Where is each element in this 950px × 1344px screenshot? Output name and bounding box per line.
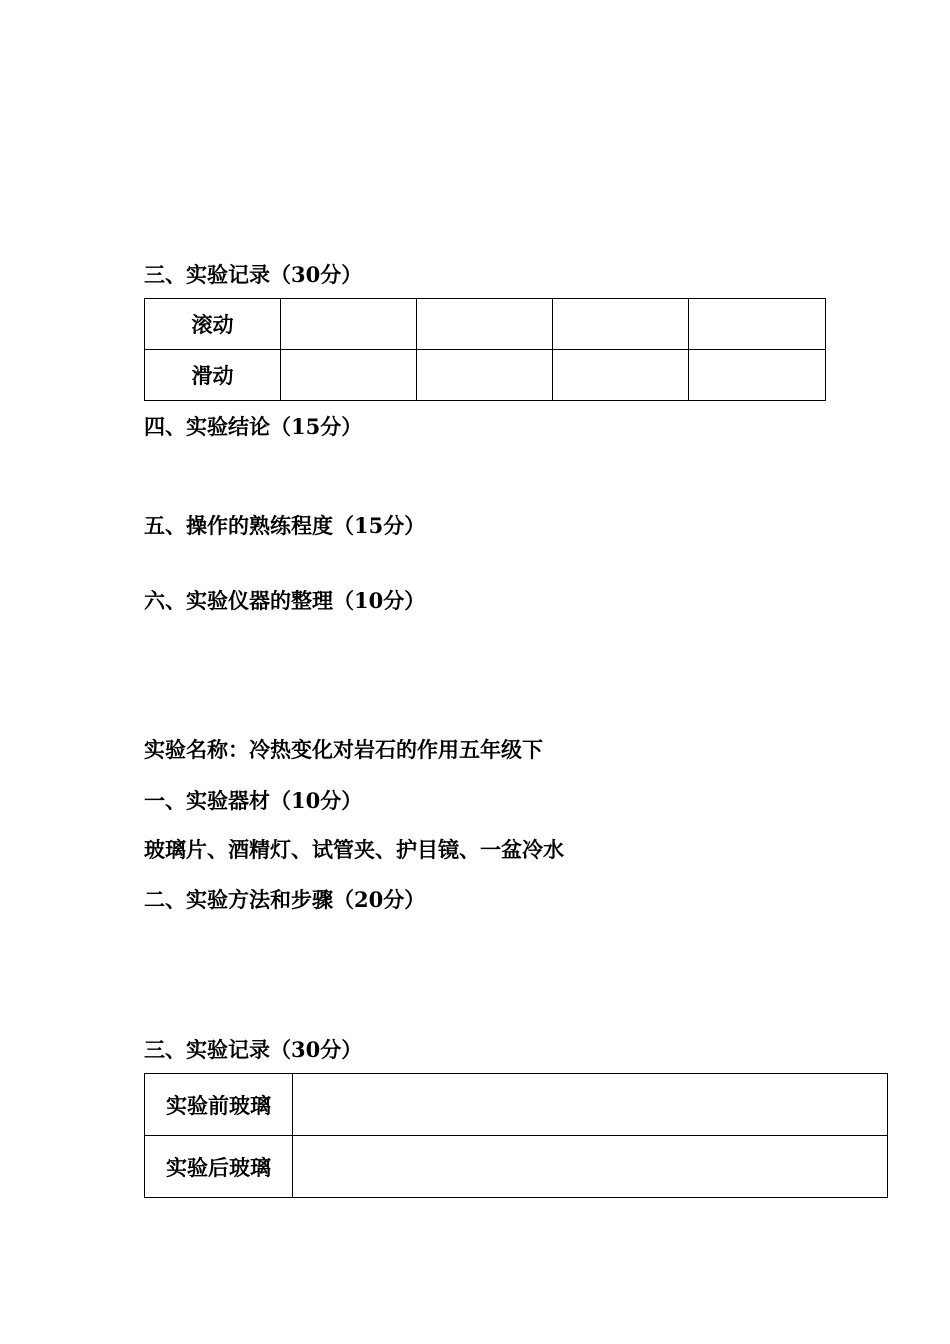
table-row	[145, 350, 826, 401]
method-heading: 二、实验方法和步骤（20分）	[144, 887, 426, 912]
row-label-before: 实验前玻璃	[145, 1074, 293, 1136]
tidy-heading: 六、实验仪器的整理（10分）	[144, 588, 426, 613]
glass-record-table	[144, 1073, 888, 1198]
record-cell[interactable]	[553, 350, 689, 401]
table-row	[145, 1136, 888, 1198]
experiment-name: 实验名称：冷热变化对岩石的作用五年级下	[144, 737, 543, 762]
record-heading-1: 三、实验记录（30分）	[144, 262, 363, 287]
record-cell[interactable]	[417, 350, 553, 401]
record-cell[interactable]	[553, 299, 689, 350]
proficiency-heading: 五、操作的熟练程度（15分）	[144, 513, 426, 538]
row-label-rolling: 滚动	[145, 299, 281, 350]
table-row	[145, 1074, 888, 1136]
record-cell[interactable]	[293, 1136, 888, 1198]
table-row	[145, 299, 826, 350]
record-cell[interactable]	[293, 1074, 888, 1136]
materials-list: 玻璃片、酒精灯、试管夹、护目镜、一盆冷水	[144, 837, 564, 862]
row-label-after: 实验后玻璃	[145, 1136, 293, 1198]
motion-record-table	[144, 298, 826, 401]
conclusion-heading: 四、实验结论（15分）	[144, 414, 363, 439]
row-label-sliding: 滑动	[145, 350, 281, 401]
record-cell[interactable]	[281, 350, 417, 401]
record-cell[interactable]	[689, 299, 826, 350]
record-cell[interactable]	[417, 299, 553, 350]
record-cell[interactable]	[281, 299, 417, 350]
record-heading-2: 三、实验记录（30分）	[144, 1037, 363, 1062]
record-cell[interactable]	[689, 350, 826, 401]
materials-heading: 一、实验器材（10分）	[144, 788, 363, 813]
